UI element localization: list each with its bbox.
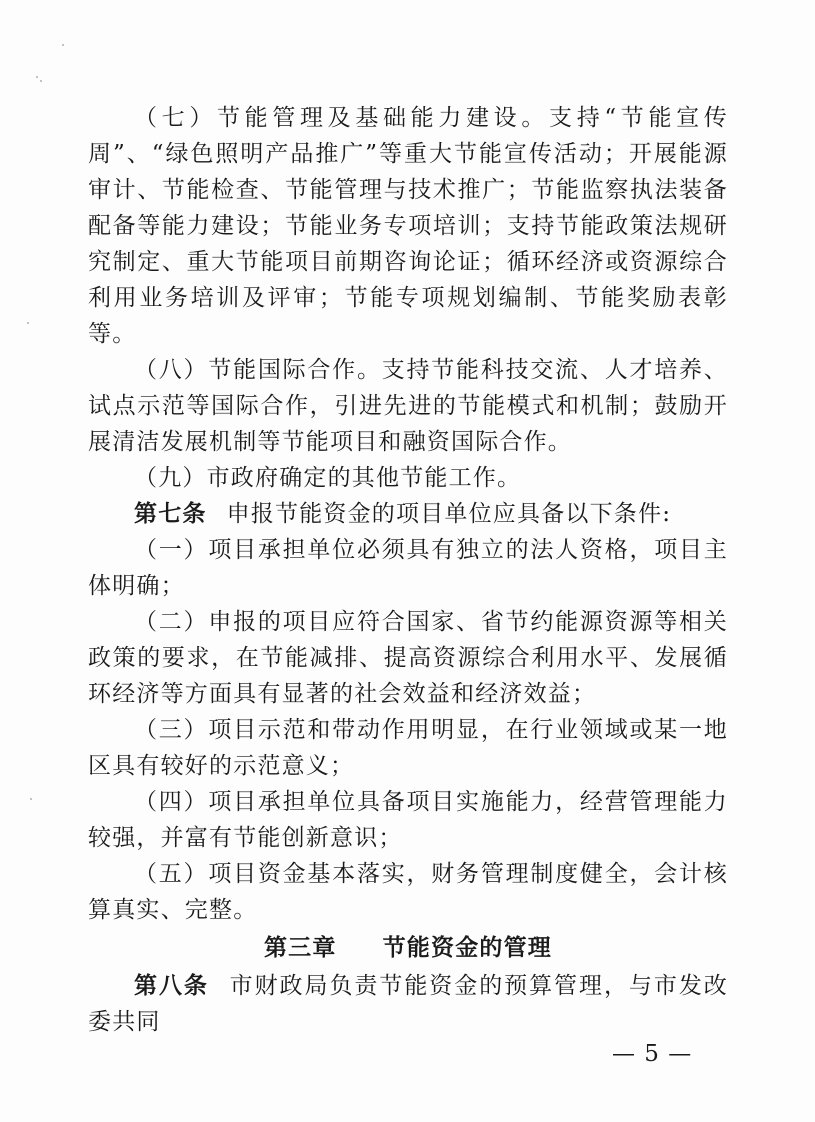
paragraph-international-cooperation: （八）节能国际合作。支持节能科技交流、人才培养、试点示范等国际合作，引进先进的节能模式和机制；鼓励开展清洁发展机制等节能项目和融资国际合作。: [88, 357, 728, 455]
paragraph-other-work: （九）市政府确定的其他节能工作。: [134, 465, 522, 491]
article-8-text: 市财政局负责节能资金的预算管理，与市发改委共同: [88, 973, 728, 1035]
condition-item: （四）项目承担单位具备项目实施能力，经营管理能力较强，并富有节能创新意识；: [88, 789, 728, 851]
article-7-heading: 第七条: [134, 500, 207, 527]
condition-item: （二）申报的项目应符合国家、省节约能源资源等相关政策的要求，在节能减排、提高资源综合利用水平、发展循环经济等方面具有显著的社会效益和经济效益；: [88, 609, 728, 707]
paragraph-energy-management: （七）节能管理及基础能力建设。支持“节能宣传周”、“绿色照明产品推广”等重大节能宣传活动；开展能源审计、节能检查、节能管理与技术推广；节能监察执法装备配备等能力建设；节能业务专项培训；支持节能政策法规研究制定、重大节能项目前期咨询论证；循环经济或资源综合利用业务培训及评审；节能专项规划编制、节能奖励表彰等。: [88, 105, 728, 347]
article-7-text: 申报节能资金的项目单位应具备以下条件:: [226, 501, 672, 527]
document-body: [88, 100, 728, 1040]
condition-item: （三）项目示范和带动作用明显，在行业领域或某一地区具有较好的示范意义；: [88, 717, 728, 779]
article-8-heading: 第八条: [134, 972, 209, 999]
article-7: [88, 496, 728, 532]
scan-speck: [36, 76, 38, 78]
scan-speck: [62, 44, 64, 46]
condition-item: （五）项目资金基本落实，财务管理制度健全，会计核算真实、完整。: [88, 861, 728, 923]
scan-speck: [40, 80, 42, 82]
chapter-heading: [88, 930, 728, 966]
scan-speck: [27, 322, 29, 324]
chapter-number: 第三章: [263, 934, 337, 961]
scan-speck: [30, 798, 32, 800]
article-8: [88, 968, 728, 1040]
condition-item: （一）项目承担单位必须具有独立的法人资格，项目主体明确；: [88, 537, 728, 599]
chapter-title: 节能资金的管理: [382, 934, 552, 961]
page-number: — 5 —: [612, 1041, 693, 1067]
